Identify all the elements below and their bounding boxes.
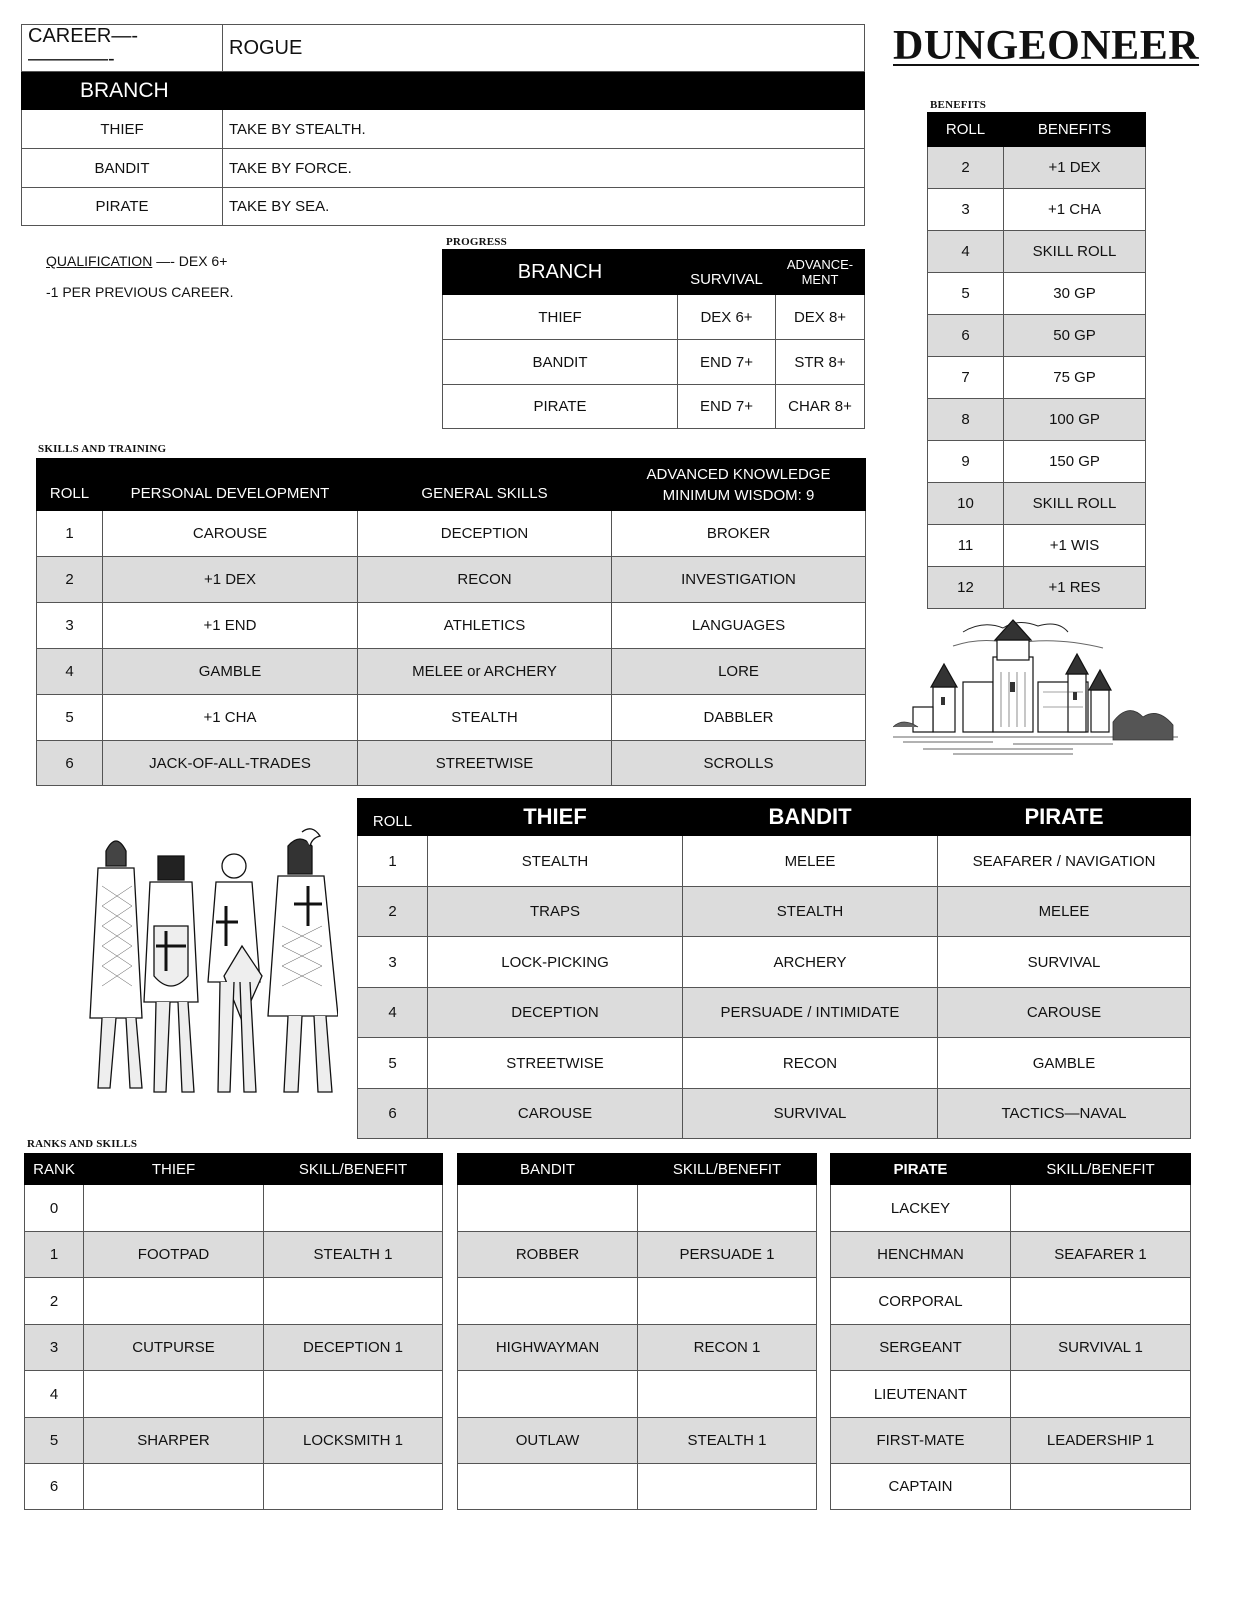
pirate-ranks-table bbox=[830, 1153, 1191, 1510]
skill-roll: 3 bbox=[37, 603, 103, 649]
progress-advancement: CHAR 8+ bbox=[776, 385, 865, 429]
rank-skill bbox=[1011, 1371, 1191, 1418]
branch-name: PIRATE bbox=[22, 188, 223, 226]
rank-title: CUTPURSE bbox=[84, 1325, 264, 1371]
rank-number: 4 bbox=[25, 1371, 84, 1418]
skill-general: RECON bbox=[358, 557, 612, 603]
progress-header-branch: BRANCH bbox=[443, 250, 678, 295]
benefit-roll: 8 bbox=[928, 399, 1004, 441]
rank-skill bbox=[638, 1464, 817, 1510]
skills-header-general: GENERAL SKILLS bbox=[358, 459, 612, 511]
branch-skill-roll: 3 bbox=[358, 937, 428, 988]
rank-title bbox=[84, 1371, 264, 1418]
progress-section-label: PROGRESS bbox=[446, 236, 507, 248]
skills-header-advanced: ADVANCED KNOWLEDGE MINIMUM WISDOM: 9 bbox=[612, 459, 866, 511]
rank-title: CAPTAIN bbox=[831, 1464, 1011, 1510]
rank-skill: SEAFARER 1 bbox=[1011, 1232, 1191, 1278]
rank-skill: PERSUADE 1 bbox=[638, 1232, 817, 1278]
branch-desc: TAKE BY FORCE. bbox=[223, 149, 865, 188]
branch-skill-bandit: PERSUADE / INTIMIDATE bbox=[683, 988, 938, 1038]
rank-number: 6 bbox=[25, 1464, 84, 1510]
branch-skill-pirate: GAMBLE bbox=[938, 1038, 1191, 1089]
branch-skill-pirate: MELEE bbox=[938, 887, 1191, 937]
rank-skill bbox=[264, 1464, 443, 1510]
rank-skill: LOCKSMITH 1 bbox=[264, 1418, 443, 1464]
rank-skill bbox=[1011, 1278, 1191, 1325]
skill-personal: GAMBLE bbox=[103, 649, 358, 695]
benefit-value: 150 GP bbox=[1004, 441, 1146, 483]
branch-skills-header-thief: THIEF bbox=[428, 799, 683, 836]
skill-roll: 4 bbox=[37, 649, 103, 695]
skill-advanced: BROKER bbox=[612, 511, 866, 557]
rank-title: SERGEANT bbox=[831, 1325, 1011, 1371]
skill-personal: JACK-OF-ALL-TRADES bbox=[103, 741, 358, 786]
skill-advanced: SCROLLS bbox=[612, 741, 866, 786]
rank-skill bbox=[638, 1371, 817, 1418]
page-title: DUNGEONEER bbox=[893, 23, 1200, 69]
rank-title bbox=[84, 1278, 264, 1325]
benefit-value: SKILL ROLL bbox=[1004, 231, 1146, 273]
progress-advancement: STR 8+ bbox=[776, 340, 865, 385]
skill-roll: 5 bbox=[37, 695, 103, 741]
progress-survival: END 7+ bbox=[678, 340, 776, 385]
branch-skill-roll: 4 bbox=[358, 988, 428, 1038]
branch-skill-pirate: SURVIVAL bbox=[938, 937, 1191, 988]
skills-table bbox=[36, 458, 866, 786]
benefit-value: +1 CHA bbox=[1004, 189, 1146, 231]
rank-title: HIGHWAYMAN bbox=[458, 1325, 638, 1371]
qualification bbox=[46, 253, 227, 269]
benefits-section-label: BENEFITS bbox=[930, 99, 987, 111]
skills-header-roll: ROLL bbox=[37, 459, 103, 511]
branch-skill-thief: TRAPS bbox=[428, 887, 683, 937]
benefit-value: +1 DEX bbox=[1004, 147, 1146, 189]
pirate-ranks-header-title: PIRATE bbox=[831, 1154, 1011, 1185]
branch-skill-roll: 5 bbox=[358, 1038, 428, 1089]
rank-skill bbox=[264, 1278, 443, 1325]
bandit-ranks-header-title: BANDIT bbox=[458, 1154, 638, 1185]
rank-title bbox=[84, 1464, 264, 1510]
benefit-value: SKILL ROLL bbox=[1004, 483, 1146, 525]
branch-skills-header-pirate: PIRATE bbox=[938, 799, 1191, 836]
benefits-table bbox=[927, 112, 1146, 609]
progress-header-survival: SURVIVAL bbox=[678, 250, 776, 295]
rank-title: LACKEY bbox=[831, 1185, 1011, 1232]
skills-section-label: SKILLS AND TRAINING bbox=[38, 443, 167, 455]
benefit-roll: 4 bbox=[928, 231, 1004, 273]
benefit-roll: 12 bbox=[928, 567, 1004, 609]
branch-skill-bandit: MELEE bbox=[683, 836, 938, 887]
rank-title: FIRST-MATE bbox=[831, 1418, 1011, 1464]
branch-skill-thief: STREETWISE bbox=[428, 1038, 683, 1089]
branch-skill-bandit: ARCHERY bbox=[683, 937, 938, 988]
rank-title: LIEUTENANT bbox=[831, 1371, 1011, 1418]
branch-skill-thief: STEALTH bbox=[428, 836, 683, 887]
castle-illustration bbox=[893, 612, 1178, 760]
rank-title bbox=[84, 1185, 264, 1232]
skill-personal: +1 END bbox=[103, 603, 358, 649]
benefit-roll: 2 bbox=[928, 147, 1004, 189]
skill-personal: +1 CHA bbox=[103, 695, 358, 741]
rank-skill: SURVIVAL 1 bbox=[1011, 1325, 1191, 1371]
progress-survival: END 7+ bbox=[678, 385, 776, 429]
rank-skill bbox=[638, 1185, 817, 1232]
rank-title bbox=[458, 1278, 638, 1325]
benefit-value: +1 WIS bbox=[1004, 525, 1146, 567]
skill-general: STREETWISE bbox=[358, 741, 612, 786]
pirate-ranks-header-skill: SKILL/BENEFIT bbox=[1011, 1154, 1191, 1185]
thief-ranks-header-rank: RANK bbox=[25, 1154, 84, 1185]
rank-number: 5 bbox=[25, 1418, 84, 1464]
branch-skill-thief: LOCK-PICKING bbox=[428, 937, 683, 988]
career-table bbox=[21, 24, 865, 226]
thief-ranks-table bbox=[24, 1153, 443, 1510]
benefit-value: 30 GP bbox=[1004, 273, 1146, 315]
benefit-roll: 5 bbox=[928, 273, 1004, 315]
benefit-roll: 9 bbox=[928, 441, 1004, 483]
rank-skill: LEADERSHIP 1 bbox=[1011, 1418, 1191, 1464]
rank-title: FOOTPAD bbox=[84, 1232, 264, 1278]
skill-general: ATHLETICS bbox=[358, 603, 612, 649]
rank-number: 2 bbox=[25, 1278, 84, 1325]
progress-header-advancement: ADVANCE-MENT bbox=[776, 250, 865, 295]
branch-skill-bandit: RECON bbox=[683, 1038, 938, 1089]
rank-title bbox=[458, 1371, 638, 1418]
branch-skill-pirate: CAROUSE bbox=[938, 988, 1191, 1038]
skill-roll: 6 bbox=[37, 741, 103, 786]
benefit-value: 50 GP bbox=[1004, 315, 1146, 357]
branch-skill-bandit: STEALTH bbox=[683, 887, 938, 937]
branch-desc: TAKE BY STEALTH. bbox=[223, 110, 865, 149]
benefit-value: 100 GP bbox=[1004, 399, 1146, 441]
rank-number: 1 bbox=[25, 1232, 84, 1278]
rank-skill: STEALTH 1 bbox=[638, 1418, 817, 1464]
rank-skill bbox=[264, 1371, 443, 1418]
benefit-roll: 7 bbox=[928, 357, 1004, 399]
branch-skill-roll: 6 bbox=[358, 1089, 428, 1139]
branch-skills-header-roll: ROLL bbox=[358, 799, 428, 836]
branch-skill-pirate: TACTICS—NAVAL bbox=[938, 1089, 1191, 1139]
branch-skill-bandit: SURVIVAL bbox=[683, 1089, 938, 1139]
skill-general: STEALTH bbox=[358, 695, 612, 741]
skill-advanced: INVESTIGATION bbox=[612, 557, 866, 603]
benefits-header-roll: ROLL bbox=[928, 113, 1004, 147]
branch-skills-table bbox=[357, 798, 1191, 1139]
branch-skill-thief: DECEPTION bbox=[428, 988, 683, 1038]
knights-illustration bbox=[66, 826, 338, 1114]
rank-skill bbox=[1011, 1185, 1191, 1232]
branch-desc: TAKE BY SEA. bbox=[223, 188, 865, 226]
branch-skill-roll: 2 bbox=[358, 887, 428, 937]
rank-title: OUTLAW bbox=[458, 1418, 638, 1464]
rank-title: CORPORAL bbox=[831, 1278, 1011, 1325]
progress-branch: BANDIT bbox=[443, 340, 678, 385]
rank-skill: RECON 1 bbox=[638, 1325, 817, 1371]
skill-general: MELEE or ARCHERY bbox=[358, 649, 612, 695]
progress-branch: PIRATE bbox=[443, 385, 678, 429]
thief-ranks-header-skill: SKILL/BENEFIT bbox=[264, 1154, 443, 1185]
rank-skill bbox=[638, 1278, 817, 1325]
skill-advanced: LORE bbox=[612, 649, 866, 695]
skill-roll: 2 bbox=[37, 557, 103, 603]
rank-skill: STEALTH 1 bbox=[264, 1232, 443, 1278]
benefit-roll: 11 bbox=[928, 525, 1004, 567]
rank-skill: DECEPTION 1 bbox=[264, 1325, 443, 1371]
benefits-header-benefits: BENEFITS bbox=[1004, 113, 1146, 147]
progress-advancement: DEX 8+ bbox=[776, 295, 865, 340]
ranks-section-label: RANKS AND SKILLS bbox=[27, 1138, 138, 1150]
skill-personal: +1 DEX bbox=[103, 557, 358, 603]
rank-number: 3 bbox=[25, 1325, 84, 1371]
rank-skill bbox=[1011, 1464, 1191, 1510]
rank-title bbox=[458, 1185, 638, 1232]
qualification-label: QUALIFICATION bbox=[46, 253, 153, 269]
benefit-value: 75 GP bbox=[1004, 357, 1146, 399]
benefit-roll: 10 bbox=[928, 483, 1004, 525]
career-label-cell: CAREER—-————- bbox=[22, 25, 223, 72]
skill-personal: CAROUSE bbox=[103, 511, 358, 557]
bandit-ranks-table bbox=[457, 1153, 817, 1510]
qualification-value: —- DEX 6+ bbox=[156, 253, 228, 269]
skill-advanced: LANGUAGES bbox=[612, 603, 866, 649]
bandit-ranks-header-skill: SKILL/BENEFIT bbox=[638, 1154, 817, 1185]
rank-title: ROBBER bbox=[458, 1232, 638, 1278]
rank-title: SHARPER bbox=[84, 1418, 264, 1464]
progress-branch: THIEF bbox=[443, 295, 678, 340]
benefit-roll: 3 bbox=[928, 189, 1004, 231]
skill-advanced: DABBLER bbox=[612, 695, 866, 741]
qualification-note: -1 PER PREVIOUS CAREER. bbox=[46, 284, 234, 300]
benefit-roll: 6 bbox=[928, 315, 1004, 357]
benefit-value: +1 RES bbox=[1004, 567, 1146, 609]
branch-header: BRANCH bbox=[22, 72, 865, 110]
branch-skill-roll: 1 bbox=[358, 836, 428, 887]
branch-skills-header-bandit: BANDIT bbox=[683, 799, 938, 836]
branch-name: THIEF bbox=[22, 110, 223, 149]
rank-skill bbox=[264, 1185, 443, 1232]
branch-skill-thief: CAROUSE bbox=[428, 1089, 683, 1139]
rank-title bbox=[458, 1464, 638, 1510]
rank-number: 0 bbox=[25, 1185, 84, 1232]
thief-ranks-header-title: THIEF bbox=[84, 1154, 264, 1185]
skill-general: DECEPTION bbox=[358, 511, 612, 557]
rank-title: HENCHMAN bbox=[831, 1232, 1011, 1278]
skills-header-personal: PERSONAL DEVELOPMENT bbox=[103, 459, 358, 511]
progress-survival: DEX 6+ bbox=[678, 295, 776, 340]
skill-roll: 1 bbox=[37, 511, 103, 557]
progress-table bbox=[442, 249, 865, 429]
branch-skill-pirate: SEAFARER / NAVIGATION bbox=[938, 836, 1191, 887]
branch-name: BANDIT bbox=[22, 149, 223, 188]
career-value: ROGUE bbox=[223, 25, 865, 72]
